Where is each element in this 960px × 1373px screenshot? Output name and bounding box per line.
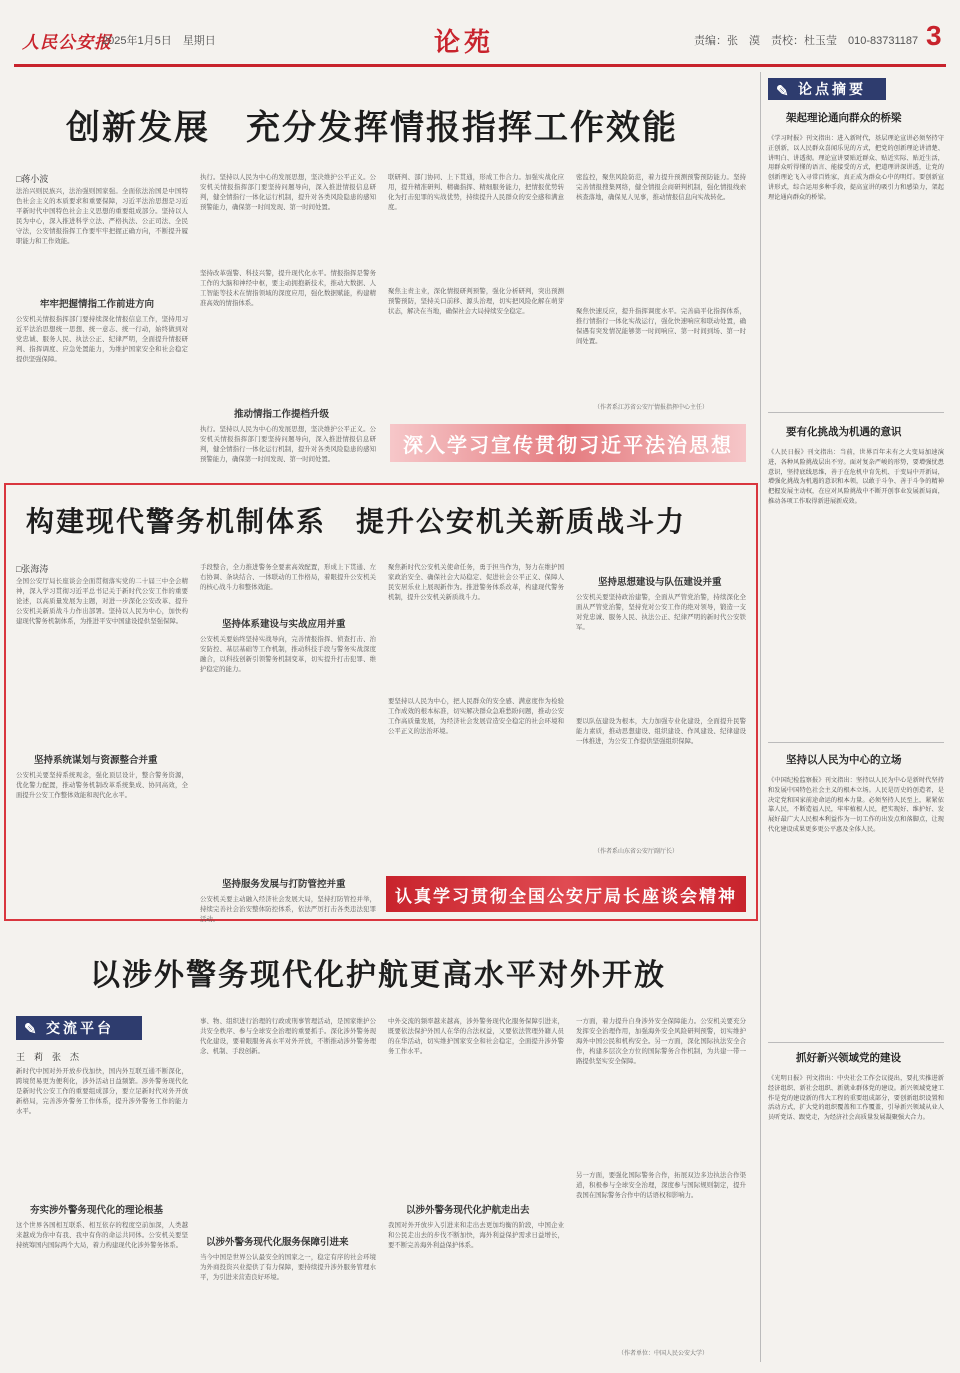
article2-subhead2: 坚持体系建设与实战应用并重 (222, 619, 346, 630)
article2-subhead4: 坚持思想建设与队伍建设并重 (598, 577, 722, 588)
article3-subhead2: 以涉外警务现代化服务保障引进来 (206, 1237, 349, 1248)
article3-byline: 王 莉 张 杰 (16, 1052, 80, 1062)
article2-headline: 构建现代警务机制体系 提升公安机关新质战斗力 (26, 505, 687, 538)
digest-title-2: 要有化挑战为机遇的意识 (786, 426, 902, 438)
digest-text-2: 《人民日报》刊文指出：当前，世界百年未有之大变局加速演进，各种风险挑战层出不穷。面对复杂严峻的形势，要增强忧患意识，坚持底线思维，善于在危机中育先机、于变局中开新局，增强化挑战为机遇的意识和本领，以敢于斗争、善于斗争的精神把握发展主动权，在应对风险挑战中不断开创事业发展新局面，推动各项工作取得新进展新成效。 (768, 449, 944, 505)
article3-col3b: 我国对外开放步入引进来和走出去更加均衡的阶段，中国企业和公民走出去的步伐不断加快，海外利益保护需求日益增长，要不断完善海外利益保护体系。 (388, 1221, 564, 1249)
article1-col4: 密监控，聚焦风险防范，着力提升预测预警预防能力。坚持完善情报搜集网络，健全情报会商研判机制，强化情报线索核查落地，确保见人见事，推动情报信息向实战转化。 (576, 173, 746, 201)
article2-subhead3: 坚持服务发展与打防管控并重 (222, 879, 346, 890)
masthead (14, 20, 946, 62)
article3-col2b: 当今中国是世界公认最安全的国家之一，稳定有序的社会环境为外商投资兴业提供了有力保障，要持续提升涉外服务管理水平，为引进来营造良好环境。 (200, 1253, 376, 1281)
article1-col1: 法治兴则民族兴，法治强则国家强。全面依法治国是中国特色社会主义的本质要求和重要保障，习近平法治思想是习近平新时代中国特色社会主义思想的重要组成部分。坚持以人民为中心，深入推进科学立法、严格执法、公正司法、全民守法，公安情报指挥工作要牢牢把握正确方向，不断提升履职能力和工作效能。 (16, 187, 188, 245)
digest-divider-1 (768, 412, 944, 413)
article1-col3b: 聚焦主责主业，深化情报研判预警，强化分析研判，突出预测预警预防，坚持关口前移、源头治理，切实把风险化解在萌芽状态，解决在当地，确保社会大局持续安全稳定。 (388, 287, 564, 315)
digest-text-3: 《中国纪检监察报》刊文指出：坚持以人民为中心是新时代坚持和发展中国特色社会主义的根本立场。人民是历史的创造者，是决定党和国家前途命运的根本力量。必须坚持人民至上，紧紧依靠人民，不断造福人民，牢牢植根人民，把实现好、维护好、发展好最广大人民根本利益作为一切工作的出发点和落脚点，让现代化建设成果更多更公平惠及全体人民。 (768, 777, 944, 833)
article2-col2: 手段整合，全力推进警务全要素高效配置，形成上下贯通、左右协调、条块结合、一体联动的工作格局，着眼提升公安机关的核心战斗力和整体效能。 (200, 563, 376, 591)
theme-banner-rule-of-law: 深入学习宣传贯彻习近平法治思想 (390, 424, 746, 462)
newspaper-logo: 人民公安报 (22, 33, 112, 53)
article1-col2c: 执行。坚持以人民为中心的发展思想，坚决维护公平正义。公安机关情报指挥部门要坚持问题导向，深入推进情报信息研判，健全情指行一体化运行机制，提升对各类风险隐患的感知预警能力，确保第一时间发现、第一时间处置。 (200, 425, 376, 463)
digest-text-1: 《学习时报》刊文指出：进入新时代，基层理论宣讲必须坚持守正创新，以人民群众喜闻乐见的方式，把党的创新理论讲清楚、讲明白、讲透彻。理论宣讲要贴近群众、贴近实际、贴近生活，用群众听得懂的语言、能接受的方式，把道理讲深讲透，让党的创新理论飞入寻常百姓家，真正成为群众心中的明灯。要创新宣讲形式，综合运用多种手段，提高宣讲的吸引力和感染力，架起理论通向群众的桥梁。 (768, 135, 944, 201)
editor-credits: 责编：张 漠 责校：杜玉莹 010-83731187 (694, 35, 919, 47)
article1-subhead2: 推动情指工作提档升级 (234, 409, 330, 420)
article2-byline: □张海涛 (16, 564, 49, 574)
digest-text-4: 《光明日报》刊文指出：中央社会工作会议提出，要扎实推进新经济组织、新社会组织、新就业群体党的建设。新兴领域党建工作是党的建设新的伟大工程的重要组成部分，要创新组织设置和活动方式，扩大党的组织覆盖和工作覆盖，引导新兴领域从业人员听党话、跟党走，为经济社会高质量发展凝聚强大合力。 (768, 1075, 944, 1122)
article1-col2b: 坚持改革强警、科技兴警，提升现代化水平。情报指挥是警务工作的大脑和神经中枢，要主动拥抱新技术，推动大数据、人工智能等技术在情指领域的深度应用，强化数据赋能，构建精准高效的情指体系。 (200, 269, 376, 307)
pen-icon: ✎ (24, 1020, 40, 1038)
pen-icon: ✎ (776, 82, 792, 100)
article1-col3: 联研判、部门协同、上下贯通，形成工作合力。加强实战化应用，提升精准研判、精确指挥、精细服务能力，把情报优势转化为打击犯罪的实战优势，持续提升人民群众的安全感和满意度。 (388, 173, 564, 211)
issue-date: 2025年1月5日 星期日 (102, 35, 216, 47)
article1-headline: 创新发展 充分发挥情报指挥工作效能 (66, 108, 678, 148)
opinion-digest-label: 论点摘要 (798, 82, 866, 98)
article3-col1: 新时代中国对外开放步伐加快，国内外互联互通不断深化，跨境贸易更为便利化，涉外活动日益频繁。涉外警务现代化是新时代公安工作的重要组成部分，要立足新时代对外开放新格局，完善涉外警务工作体系，提升涉外警务工作的能力水平。 (16, 1067, 188, 1115)
digest-title-1: 架起理论通向群众的桥梁 (786, 112, 902, 124)
digest-title-4: 抓好新兴领域党的建设 (796, 1052, 901, 1064)
article1-col4b: 聚焦快速反应，提升指挥调度水平。完善扁平化指挥体系，推行情指行一体化实战运行，强化快速响应和联动处置，确保遇有突发情况能够第一时间响应、第一时间到场、第一时间处置。 (576, 307, 746, 345)
article2-col4b: 要以队伍建设为根本，大力加强专业化建设，全面提升民警能力素质，推动思想建设、组织建设、作风建设、纪律建设一体推进，为公安工作提供坚强组织保障。 (576, 717, 746, 745)
page-number: 3 (926, 20, 942, 51)
article3-subhead1: 夯实涉外警务现代化的理论根基 (30, 1205, 164, 1216)
theme-banner-conference: 认真学习贯彻全国公安厅局长座谈会精神 (386, 876, 746, 912)
exchange-platform-label: 交流平台 (46, 1021, 114, 1037)
exchange-platform-tag (16, 1016, 142, 1040)
article2-col2b: 公安机关要始终坚持实战导向，完善情报指挥、侦查打击、治安防控、基层基础等工作机制，推动科技手段与警务实战深度融合，以科技创新引领警务机制变革，切实提升打击犯罪、维护稳定的能力。 (200, 635, 376, 673)
article2-col3b: 要坚持以人民为中心，把人民群众的安全感、满意度作为检验工作成效的根本标准，切实解决群众急难愁盼问题，推动公安工作高质量发展，为经济社会发展营造安全稳定的社会环境和公平正义的法治环境。 (388, 697, 564, 735)
article1-col1b: 公安机关情报指挥部门要持续深化情报信息工作，坚持用习近平法治思想统一思想、统一意志、统一行动，始终做到对党忠诚、服务人民、执法公正、纪律严明，全面提升情报研判、指挥调度、应急处置能力，为维护国家安全和社会稳定提供坚强保障。 (16, 315, 188, 363)
article3-col2: 事、物、组织进行治理的行政或刑事管理活动，是国家维护公共安全秩序、参与全球安全治理的重要抓手。深化涉外警务现代化建设，要着眼服务高水平对外开放，不断推动涉外警务理念、机制、手段创新。 (200, 1017, 376, 1055)
article3-col1b: 这个世界各国相互联系、相互依存的程度空前加深，人类越来越成为你中有我、我中有你的命运共同体。公安机关要坚持统筹国内国际两个大局，着力构建现代化涉外警务体系。 (16, 1221, 188, 1249)
article2-col3: 聚焦新时代公安机关使命任务，勇于担当作为，努力在维护国家政治安全、确保社会大局稳定、促进社会公平正义、保障人民安居乐业上展现新作为。推进警务体系改革，构建现代警务机制，提升公安机关新质战斗力。 (388, 563, 564, 601)
article3-author-note: （作者单位：中国人民公安大学） (618, 1350, 709, 1357)
article1-author-note: （作者系江苏省公安厅情报指挥中心主任） (594, 404, 709, 411)
article2-col1b: 公安机关要坚持系统观念，强化顶层设计，整合警务资源，优化警力配置，推动警务机制改革系统集成、协同高效，全面提升公安工作整体效能和现代化水平。 (16, 771, 188, 799)
article1-col2: 执行。坚持以人民为中心的发展思想，坚决维护公平正义。公安机关情报指挥部门要坚持问题导向，深入推进情报信息研判，健全情指行一体化运行机制，提升对各类风险隐患的感知预警能力，确保第一时间发现、第一时间处置。 (200, 173, 376, 211)
digest-title-3: 坚持以人民为中心的立场 (786, 754, 902, 766)
digest-divider-3 (768, 1042, 944, 1043)
article2-col1: 全国公安厅局长座谈会全面贯彻落实党的二十届三中全会精神，深入学习贯彻习近平总书记关于新时代公安工作的重要论述，以高质量发展为主题，对进一步深化公安改革、提升公安机关新质战斗力作出部署。坚持以人民为中心，加快构建现代警务机制体系，为推进平安中国建设提供坚强保障。 (16, 577, 188, 625)
opinion-digest-tag (768, 78, 886, 100)
section-title: 论苑 (434, 28, 495, 58)
article3-col3: 中外交流的频率越来越高，涉外警务现代化服务保障引进来，既要依法保护外国人在华的合法权益，又要依法管理外籍人员的在华活动，切实维护国家安全和社会稳定，全面提升涉外警务工作水平。 (388, 1017, 564, 1055)
article3-headline: 以涉外警务现代化护航更高水平对外开放 (90, 958, 666, 993)
article2-col2c: 公安机关要主动融入经济社会发展大局，坚持打防管控并举，持续完善社会治安整体防控体系，依法严厉打击各类违法犯罪活动。 (200, 895, 376, 923)
digest-divider-2 (768, 742, 944, 743)
masthead-divider (14, 64, 946, 67)
article1-subhead1: 牢牢把握情指工作前进方向 (40, 299, 155, 310)
article3-col4: 一方面，着力提升自身涉外安全保障能力。公安机关要充分发挥安全治理作用，加强海外安全风险研判预警，切实维护海外中国公民和机构安全。另一方面，深化国际执法安全合作，构建多层次全方位的国际警务合作机制，为共建一带一路提供坚实安全保障。 (576, 1017, 746, 1065)
article3-col4b: 另一方面，要强化国际警务合作，拓展双边多边执法合作渠道，积极参与全球安全治理，深度参与国际规则制定，提升我国在国际警务合作中的话语权和影响力。 (576, 1171, 746, 1199)
article1-byline: □蒋小波 (16, 174, 49, 184)
article2-col4: 公安机关要坚持政治建警，全面从严管党治警，持续深化全面从严管党治警，坚持党对公安工作的绝对领导，锻造一支对党忠诚、服务人民、执法公正、纪律严明的新时代公安铁军。 (576, 593, 746, 631)
article2-subhead1: 坚持系统谋划与资源整合并重 (34, 755, 158, 766)
article2-author-note: （作者系山东省公安厅副厅长） (594, 848, 679, 855)
sidebar-divider (760, 72, 761, 1362)
article3-subhead3: 以涉外警务现代化护航走出去 (406, 1205, 530, 1216)
